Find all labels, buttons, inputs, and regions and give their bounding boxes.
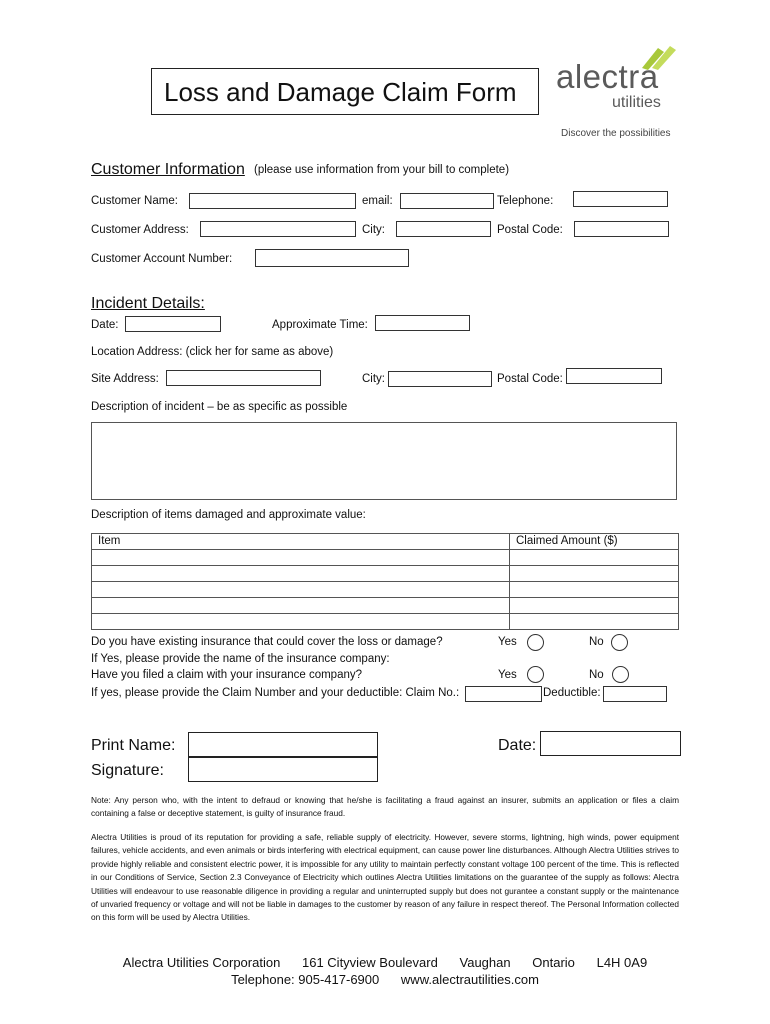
site-postal-input[interactable]	[566, 368, 662, 384]
logo-name: alectra	[556, 58, 659, 95]
claim-yes-label: Yes	[498, 669, 517, 681]
item-column-header: Item	[92, 534, 510, 550]
form-title: Loss and Damage Claim Form	[164, 77, 517, 107]
signature-label: Signature:	[91, 762, 164, 779]
claim-number-input[interactable]	[465, 686, 542, 702]
insurance-question: Do you have existing insurance that could cover the loss or damage?	[91, 636, 443, 648]
footer-street: 161 Cityview Boulevard	[301, 955, 438, 970]
customer-address-label: Customer Address:	[91, 224, 189, 236]
footer-city: Vaughan	[459, 955, 511, 970]
table-row	[92, 550, 679, 566]
site-address-input[interactable]	[166, 370, 321, 386]
amount-cell[interactable]	[510, 550, 679, 566]
incident-time-label: Approximate Time:	[272, 319, 368, 331]
deductible-label: Deductible:	[543, 687, 601, 699]
insurance-yes-radio[interactable]	[527, 634, 544, 651]
amount-cell[interactable]	[510, 598, 679, 614]
claim-no-radio[interactable]	[612, 666, 629, 683]
signature-input[interactable]	[188, 757, 378, 782]
table-row	[92, 582, 679, 598]
alectra-logo	[556, 42, 676, 120]
footer-website[interactable]: www.alectrautilities.com	[400, 972, 539, 987]
date-label: Date:	[498, 737, 537, 754]
email-input[interactable]	[400, 193, 494, 209]
location-address-link[interactable]: Location Address: (click her for same as above)	[91, 346, 334, 358]
claim-no-label: No	[589, 669, 604, 681]
print-name-input[interactable]	[188, 732, 378, 757]
footer-contact	[0, 972, 770, 987]
customer-city-label: City:	[362, 224, 385, 236]
items-label: Description of items damaged and approximate value:	[91, 509, 366, 521]
insurance-company-label: If Yes, please provide the name of the insurance company:	[91, 653, 390, 665]
claim-filed-question: Have you filed a claim with your insurance company?	[91, 669, 363, 681]
date-input[interactable]	[540, 731, 681, 756]
logo-sub: utilities	[612, 94, 661, 111]
fraud-note: Note: Any person who, with the intent to defraud or knowing that he/she is facilitating a fraud against an insurer, submits an application or files a claim containing a false or deceptive statement, is guilty of insurance fraud.	[91, 795, 679, 819]
incident-heading: Incident Details:	[91, 295, 205, 312]
item-cell[interactable]	[92, 598, 510, 614]
item-cell[interactable]	[92, 550, 510, 566]
table-row	[92, 614, 679, 630]
print-name-label: Print Name:	[91, 737, 176, 754]
customer-name-label: Customer Name:	[91, 195, 178, 207]
items-table	[91, 533, 679, 630]
footer-telephone: Telephone: 905-417-6900	[231, 972, 380, 987]
account-number-label: Customer Account Number:	[91, 253, 233, 265]
footer-address	[0, 955, 770, 970]
email-label: email:	[362, 195, 393, 207]
table-row	[92, 566, 679, 582]
incident-description-label: Description of incident – be as specific as possible	[91, 401, 348, 413]
site-city-label: City:	[362, 373, 385, 385]
amount-column-header: Claimed Amount ($)	[510, 534, 679, 550]
account-number-input[interactable]	[255, 249, 409, 267]
form-title-box	[151, 68, 539, 115]
customer-postal-input[interactable]	[574, 221, 669, 237]
customer-city-input[interactable]	[396, 221, 491, 237]
insurance-yes-label: Yes	[498, 636, 517, 648]
customer-heading: Customer Information	[91, 161, 245, 178]
table-row	[92, 598, 679, 614]
telephone-input[interactable]	[573, 191, 668, 207]
amount-cell[interactable]	[510, 582, 679, 598]
site-postal-label: Postal Code:	[497, 373, 563, 385]
site-address-label: Site Address:	[91, 373, 159, 385]
telephone-label: Telephone:	[497, 195, 554, 207]
insurance-no-radio[interactable]	[611, 634, 628, 651]
claim-yes-radio[interactable]	[527, 666, 544, 683]
insurance-no-label: No	[589, 636, 604, 648]
item-cell[interactable]	[92, 582, 510, 598]
customer-address-input[interactable]	[200, 221, 356, 237]
amount-cell[interactable]	[510, 614, 679, 630]
deductible-input[interactable]	[603, 686, 667, 702]
incident-date-input[interactable]	[125, 316, 221, 332]
customer-heading-note: (please use information from your bill to complete)	[254, 164, 510, 176]
incident-time-input[interactable]	[375, 315, 470, 331]
amount-cell[interactable]	[510, 566, 679, 582]
customer-postal-label: Postal Code:	[497, 224, 563, 236]
incident-date-label: Date:	[91, 319, 119, 331]
claim-number-label: If yes, please provide the Claim Number and your deductible: Claim No.:	[91, 687, 460, 699]
table-header-row	[92, 534, 679, 550]
site-city-input[interactable]	[388, 371, 492, 387]
item-cell[interactable]	[92, 566, 510, 582]
footer-province: Ontario	[532, 955, 575, 970]
footer-postal: L4H 0A9	[596, 955, 648, 970]
footer-company: Alectra Utilities Corporation	[122, 955, 281, 970]
reliability-note: Alectra Utilities is proud of its reputation for providing a safe, reliable supply of electricity. However, severe storms, lightning, high winds, power equipment failures, vehicle accidents, and even animals or birds interfering with electrical equipment, can cause power line disturbances. Although Alectra Utilities strives to provide highly reliable and consistent electric power, it is impossible for any utility to maintain perfectly constant voltage 100 percent of the time. This is reflected in our Conditions of Service, Section 2.3 Conveyance of Electricity which outlines Alectra Utilities limitations on the guarantee of the supply as follows: Alectra Utilities will endeavour to use reasonable diligence in providing a regular and uninterrupted supply but does not gurantee a constant supply or the maintenance of unvaried frequency or voltage and will not be liable in damages to the customer by reason of any failure in respect thereof. The Personal Information collected on this form will be used by Alectra Utilities.	[91, 832, 679, 923]
incident-description-input[interactable]	[91, 422, 677, 500]
item-cell[interactable]	[92, 614, 510, 630]
tagline: Discover the possibilities	[561, 128, 671, 139]
customer-name-input[interactable]	[189, 193, 356, 209]
